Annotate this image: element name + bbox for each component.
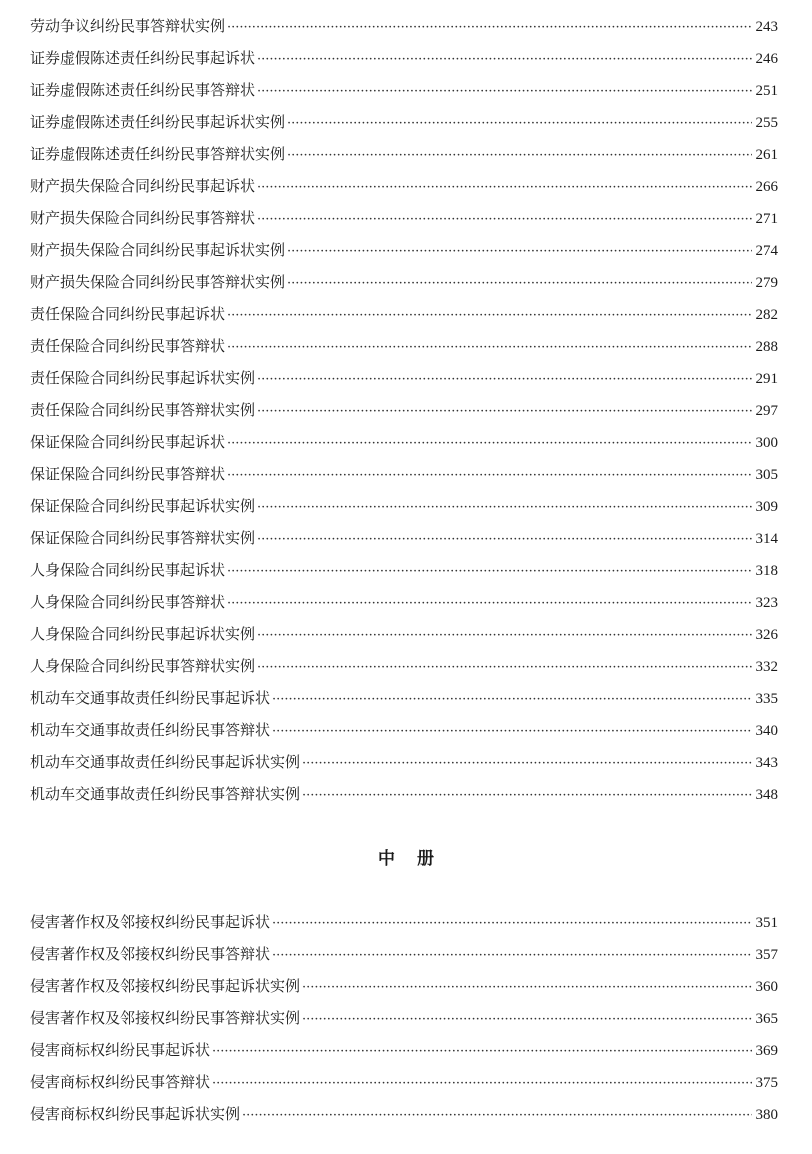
toc-entry-title: 机动车交通事故责任纠纷民事起诉状实例 [30, 753, 301, 771]
toc-dot-leader [257, 204, 752, 236]
toc-entry-page-number: 297 [755, 403, 778, 419]
toc-entry-page-number: 343 [755, 755, 778, 771]
toc-entry-page-number: 314 [755, 531, 778, 547]
toc-entry-title: 侵害商标权纠纷民事起诉状 [30, 1041, 211, 1059]
toc-entry-title: 侵害著作权及邻接权纠纷民事起诉状实例 [30, 977, 301, 995]
toc-dot-leader [287, 236, 752, 268]
toc-dot-leader [302, 1004, 752, 1036]
toc-entry[interactable] [30, 906, 778, 938]
toc-entry-title: 人身保险合同纠纷民事起诉状 [30, 561, 226, 579]
toc-dot-leader [257, 652, 752, 684]
toc-entry-page-number: 318 [755, 563, 778, 579]
toc-dot-leader [257, 76, 752, 108]
toc-entry-page-number: 266 [755, 179, 778, 195]
toc-entry-title: 人身保险合同纠纷民事答辩状 [30, 593, 226, 611]
toc-entry-title: 机动车交通事故责任纠纷民事答辩状 [30, 721, 271, 739]
toc-dot-leader [302, 972, 752, 1004]
toc-entry-title: 侵害著作权及邻接权纠纷民事答辩状 [30, 945, 271, 963]
toc-entry-page-number: 357 [755, 947, 778, 963]
toc-entry-title: 保证保险合同纠纷民事起诉状 [30, 433, 226, 451]
toc-entry-title: 人身保险合同纠纷民事答辩状实例 [30, 657, 256, 675]
toc-entry[interactable] [30, 1066, 778, 1098]
toc-dot-leader [227, 12, 752, 44]
toc-dot-leader [242, 1100, 752, 1132]
toc-dot-leader [212, 1036, 752, 1068]
volume-heading: 中册 [378, 849, 456, 869]
toc-entry-title: 证券虚假陈述责任纠纷民事答辩状 [30, 81, 256, 99]
toc-entry[interactable] [30, 586, 778, 618]
toc-entry[interactable] [30, 490, 778, 522]
toc-entry[interactable] [30, 618, 778, 650]
toc-entry-page-number: 380 [755, 1107, 778, 1123]
toc-entry[interactable] [30, 554, 778, 586]
toc-dot-leader [227, 588, 752, 620]
toc-entry[interactable] [30, 202, 778, 234]
toc-entry-page-number: 369 [755, 1043, 778, 1059]
toc-entry-page-number: 305 [755, 467, 778, 483]
toc-entry[interactable] [30, 330, 778, 362]
toc-entry[interactable] [30, 298, 778, 330]
toc-entry-title: 责任保险合同纠纷民事答辩状实例 [30, 401, 256, 419]
toc-entry[interactable] [30, 714, 778, 746]
toc-entry[interactable] [30, 746, 778, 778]
toc-entry-title: 证券虚假陈述责任纠纷民事起诉状 [30, 49, 256, 67]
toc-entry-page-number: 243 [755, 19, 778, 35]
toc-entry-page-number: 261 [755, 147, 778, 163]
toc-entry-title: 财产损失保险合同纠纷民事起诉状 [30, 177, 256, 195]
toc-entry-page-number: 279 [755, 275, 778, 291]
toc-entry[interactable] [30, 106, 778, 138]
toc-entry[interactable] [30, 362, 778, 394]
toc-dot-leader [257, 396, 752, 428]
toc-section-middle-volume [30, 906, 778, 1130]
toc-entry-page-number: 360 [755, 979, 778, 995]
toc-dot-leader [257, 44, 752, 76]
toc-entry-page-number: 335 [755, 691, 778, 707]
toc-entry-title: 证券虚假陈述责任纠纷民事起诉状实例 [30, 113, 286, 131]
toc-entry-title: 侵害著作权及邻接权纠纷民事起诉状 [30, 913, 271, 931]
toc-entry[interactable] [30, 682, 778, 714]
toc-entry[interactable] [30, 522, 778, 554]
toc-entry[interactable] [30, 778, 778, 810]
toc-entry-page-number: 340 [755, 723, 778, 739]
toc-dot-leader [227, 556, 752, 588]
toc-dot-leader [227, 300, 752, 332]
toc-entry[interactable] [30, 1002, 778, 1034]
toc-entry-title: 责任保险合同纠纷民事起诉状实例 [30, 369, 256, 387]
toc-entry-page-number: 365 [755, 1011, 778, 1027]
toc-entry-page-number: 255 [755, 115, 778, 131]
toc-entry[interactable] [30, 42, 778, 74]
toc-dot-leader [287, 268, 752, 300]
toc-dot-leader [272, 940, 752, 972]
toc-dot-leader [287, 140, 752, 172]
toc-dot-leader [272, 908, 752, 940]
toc-entry[interactable] [30, 1098, 778, 1130]
toc-entry-page-number: 348 [755, 787, 778, 803]
toc-dot-leader [272, 716, 752, 748]
toc-entry[interactable] [30, 10, 778, 42]
toc-entry-title: 责任保险合同纠纷民事起诉状 [30, 305, 226, 323]
toc-entry[interactable] [30, 394, 778, 426]
toc-entry-page-number: 326 [755, 627, 778, 643]
toc-entry-page-number: 351 [755, 915, 778, 931]
toc-entry-title: 保证保险合同纠纷民事答辩状实例 [30, 529, 256, 547]
toc-entry-title: 人身保险合同纠纷民事起诉状实例 [30, 625, 256, 643]
toc-entry-page-number: 246 [755, 51, 778, 67]
toc-dot-leader [257, 620, 752, 652]
toc-entry-title: 责任保险合同纠纷民事答辩状 [30, 337, 226, 355]
toc-entry-page-number: 300 [755, 435, 778, 451]
toc-dot-leader [257, 364, 752, 396]
toc-entry-title: 证券虚假陈述责任纠纷民事答辩状实例 [30, 145, 286, 163]
toc-entry-title: 侵害商标权纠纷民事起诉状实例 [30, 1105, 241, 1123]
toc-entry-page-number: 309 [755, 499, 778, 515]
toc-entry[interactable] [30, 1034, 778, 1066]
toc-dot-leader [302, 780, 752, 812]
toc-dot-leader [257, 172, 752, 204]
toc-entry-title: 侵害著作权及邻接权纠纷民事答辩状实例 [30, 1009, 301, 1027]
toc-entry-page-number: 323 [755, 595, 778, 611]
toc-dot-leader [287, 108, 752, 140]
toc-entry-title: 机动车交通事故责任纠纷民事答辩状实例 [30, 785, 301, 803]
toc-entry-title: 劳动争议纠纷民事答辩状实例 [30, 17, 226, 35]
toc-entry-page-number: 291 [755, 371, 778, 387]
toc-entry-page-number: 288 [755, 339, 778, 355]
toc-dot-leader [227, 332, 752, 364]
toc-entry-page-number: 274 [755, 243, 778, 259]
toc-entry-page-number: 375 [755, 1075, 778, 1091]
toc-entry-page-number: 251 [755, 83, 778, 99]
toc-entry[interactable] [30, 170, 778, 202]
toc-dot-leader [212, 1068, 752, 1100]
toc-entry-title: 机动车交通事故责任纠纷民事起诉状 [30, 689, 271, 707]
toc-entry-page-number: 282 [755, 307, 778, 323]
toc-entry[interactable] [30, 426, 778, 458]
toc-entry[interactable] [30, 970, 778, 1002]
toc-entry-page-number: 332 [755, 659, 778, 675]
toc-entry[interactable] [30, 234, 778, 266]
toc-section-continued [30, 10, 778, 810]
toc-dot-leader [272, 684, 752, 716]
toc-entry-title: 财产损失保险合同纠纷民事起诉状实例 [30, 241, 286, 259]
toc-entry-title: 保证保险合同纠纷民事起诉状实例 [30, 497, 256, 515]
toc-entry[interactable] [30, 266, 778, 298]
toc-entry[interactable] [30, 138, 778, 170]
toc-entry-title: 财产损失保险合同纠纷民事答辩状实例 [30, 273, 286, 291]
toc-entry-title: 财产损失保险合同纠纷民事答辩状 [30, 209, 256, 227]
toc-entry-title: 保证保险合同纠纷民事答辩状 [30, 465, 226, 483]
toc-entry[interactable] [30, 938, 778, 970]
toc-dot-leader [257, 524, 752, 556]
toc-entry[interactable] [30, 650, 778, 682]
toc-entry[interactable] [30, 458, 778, 490]
toc-dot-leader [227, 460, 752, 492]
toc-dot-leader [302, 748, 752, 780]
toc-entry-title: 侵害商标权纠纷民事答辩状 [30, 1073, 211, 1091]
toc-dot-leader [257, 492, 752, 524]
toc-entry[interactable] [30, 74, 778, 106]
toc-entry-page-number: 271 [755, 211, 778, 227]
toc-dot-leader [227, 428, 752, 460]
